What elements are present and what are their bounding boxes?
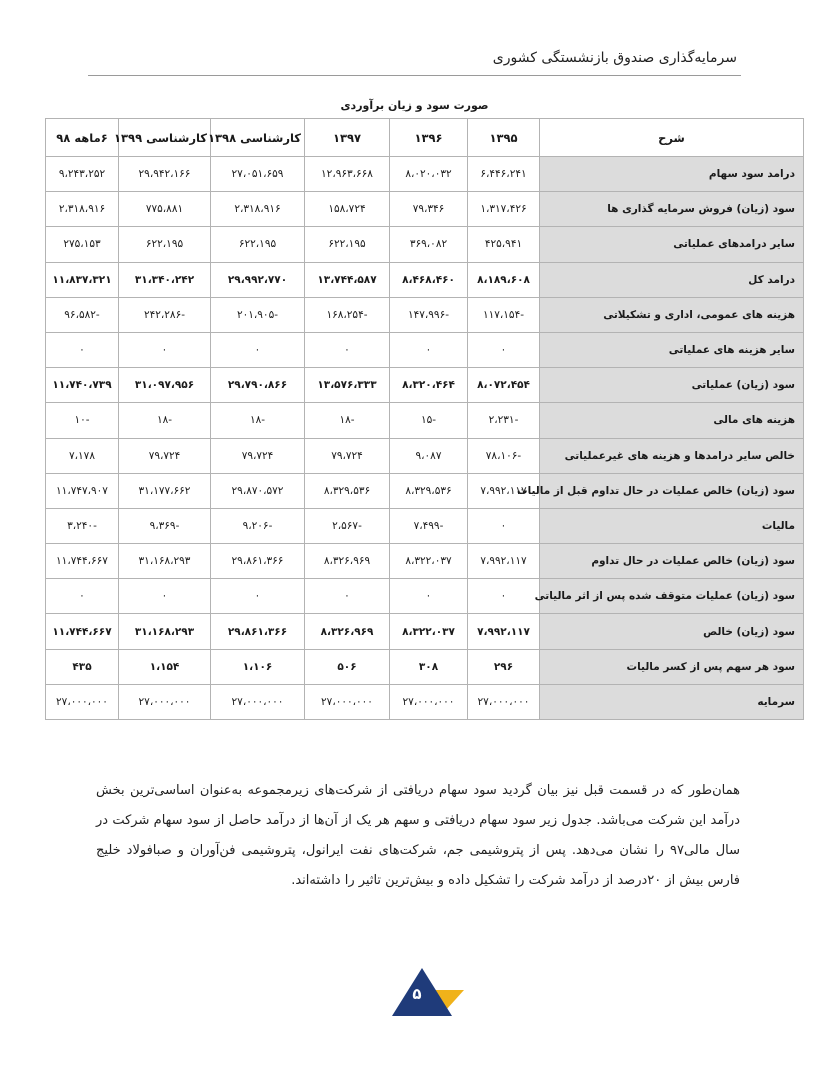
- value-cell: ۱،۱۵۴: [119, 649, 211, 684]
- value-cell: -۱۸: [305, 403, 390, 438]
- value-cell: ۷،۹۹۲،۱۱۷: [468, 614, 540, 649]
- value-cell: ۱۱،۷۴۰،۷۳۹: [46, 368, 119, 403]
- value-cell: ۸،۳۲۶،۹۶۹: [305, 614, 390, 649]
- value-cell: ۱۳،۵۷۶،۳۳۳: [305, 368, 390, 403]
- table-row: [46, 684, 804, 719]
- column-header: کارشناسی ۱۳۹۹: [119, 119, 211, 157]
- row-label: سود (زیان) عملیاتی: [540, 368, 804, 403]
- column-header: ۱۳۹۷: [305, 119, 390, 157]
- value-cell: ۱۲،۹۶۳،۶۶۸: [305, 157, 390, 192]
- value-cell: ۹،۲۴۳،۲۵۲: [46, 157, 119, 192]
- value-cell: ۴۲۵،۹۴۱: [468, 227, 540, 262]
- value-cell: ۲۹،۸۶۱،۳۶۶: [211, 544, 305, 579]
- value-cell: ۷۷۵،۸۸۱: [119, 192, 211, 227]
- row-label: هزینه های عمومی، اداری و تشکیلاتی: [540, 297, 804, 332]
- row-label: سایر هزینه های عملیاتی: [540, 332, 804, 367]
- page-number: ۵: [412, 985, 422, 1003]
- value-cell: ۲۷،۰۰۰،۰۰۰: [211, 684, 305, 719]
- header-divider: [88, 75, 741, 76]
- value-cell: ۲،۳۱۸،۹۱۶: [211, 192, 305, 227]
- row-label: خالص سایر درامدها و هزینه های غیرعملیاتی: [540, 438, 804, 473]
- value-cell: ۲۹،۷۹۰،۸۶۶: [211, 368, 305, 403]
- column-header: ۱۳۹۵: [468, 119, 540, 157]
- value-cell: ۱۳،۷۴۴،۵۸۷: [305, 262, 390, 297]
- table-row: [46, 473, 804, 508]
- value-cell: ۸،۳۲۶،۹۶۹: [305, 544, 390, 579]
- value-cell: ۷۹،۷۲۴: [119, 438, 211, 473]
- value-cell: -۹،۳۶۹: [119, 508, 211, 543]
- value-cell: ۲۹۶: [468, 649, 540, 684]
- value-cell: ۴۳۵: [46, 649, 119, 684]
- value-cell: ۳۱،۱۶۸،۲۹۳: [119, 544, 211, 579]
- row-label: درامد کل: [540, 262, 804, 297]
- value-cell: -۲،۵۶۷: [305, 508, 390, 543]
- header-row: [46, 119, 804, 157]
- value-cell: ۷،۹۹۲،۱۱۷: [468, 473, 540, 508]
- value-cell: ۶،۴۴۶،۲۴۱: [468, 157, 540, 192]
- column-header: کارشناسی ۱۳۹۸: [211, 119, 305, 157]
- value-cell: ۲۹،۹۹۲،۷۷۰: [211, 262, 305, 297]
- row-label: سود هر سهم پس از کسر مالیات: [540, 649, 804, 684]
- value-cell: ۸،۳۲۲،۰۳۷: [390, 544, 468, 579]
- table-caption: صورت سود و زیان برآوردی: [340, 99, 489, 112]
- table-row: [46, 227, 804, 262]
- value-cell: ۰: [46, 579, 119, 614]
- value-cell: ۲۷،۰۰۰،۰۰۰: [468, 684, 540, 719]
- value-cell: ۱۱،۸۳۷،۳۲۱: [46, 262, 119, 297]
- value-cell: ۰: [211, 332, 305, 367]
- table-row: [46, 403, 804, 438]
- table-row: [46, 508, 804, 543]
- value-cell: ۱۵۸،۷۲۴: [305, 192, 390, 227]
- value-cell: ۵۰۶: [305, 649, 390, 684]
- value-cell: ۶۲۲،۱۹۵: [119, 227, 211, 262]
- value-cell: ۸،۳۲۰،۴۶۴: [390, 368, 468, 403]
- value-cell: ۳۶۹،۰۸۲: [390, 227, 468, 262]
- value-cell: ۰: [211, 579, 305, 614]
- table-header: [46, 119, 804, 157]
- column-header-description: شرح: [540, 119, 804, 157]
- table-row: [46, 544, 804, 579]
- value-cell: -۱۵: [390, 403, 468, 438]
- value-cell: ۸،۰۲۰،۰۳۲: [390, 157, 468, 192]
- value-cell: ۸،۱۸۹،۶۰۸: [468, 262, 540, 297]
- table-row: [46, 368, 804, 403]
- value-cell: ۷۹،۷۲۴: [211, 438, 305, 473]
- value-cell: ۱۱،۷۴۷،۹۰۷: [46, 473, 119, 508]
- value-cell: ۶۲۲،۱۹۵: [211, 227, 305, 262]
- value-cell: ۳۱،۱۶۸،۲۹۳: [119, 614, 211, 649]
- value-cell: ۲۷،۰۰۰،۰۰۰: [46, 684, 119, 719]
- row-label: سود (زیان) خالص عملیات در حال تداوم قبل از مالیات: [540, 473, 804, 508]
- row-label: سود (زیان) خالص عملیات در حال تداوم: [540, 544, 804, 579]
- value-cell: ۰: [468, 579, 540, 614]
- value-cell: ۲۷،۰۰۰،۰۰۰: [305, 684, 390, 719]
- table-row: [46, 649, 804, 684]
- table-row: [46, 438, 804, 473]
- value-cell: ۱۱،۷۴۴،۶۶۷: [46, 614, 119, 649]
- value-cell: ۰: [119, 579, 211, 614]
- table-row: [46, 614, 804, 649]
- value-cell: ۲۷،۰۰۰،۰۰۰: [390, 684, 468, 719]
- value-cell: ۰: [305, 332, 390, 367]
- row-label: درامد سود سهام: [540, 157, 804, 192]
- value-cell: ۲۷،۰۰۰،۰۰۰: [119, 684, 211, 719]
- value-cell: ۰: [390, 332, 468, 367]
- value-cell: ۰: [46, 332, 119, 367]
- value-cell: -۲۰۱،۹۰۵: [211, 297, 305, 332]
- value-cell: -۹۶،۵۸۲: [46, 297, 119, 332]
- value-cell: ۸،۳۲۹،۵۳۶: [390, 473, 468, 508]
- value-cell: -۲،۲۳۱: [468, 403, 540, 438]
- income-statement-table: [45, 118, 804, 720]
- value-cell: -۱۶۸،۲۵۴: [305, 297, 390, 332]
- row-label: سرمایه: [540, 684, 804, 719]
- value-cell: -۷۸،۱۰۶: [468, 438, 540, 473]
- value-cell: ۱۱،۷۴۴،۶۶۷: [46, 544, 119, 579]
- header-title: سرمایه‌گذاری صندوق بازنشستگی کشوری: [492, 50, 737, 66]
- value-cell: -۳،۲۴۰: [46, 508, 119, 543]
- table-body: [46, 157, 804, 720]
- value-cell: ۷۹،۳۴۶: [390, 192, 468, 227]
- value-cell: ۷،۱۷۸: [46, 438, 119, 473]
- value-cell: -۷،۴۹۹: [390, 508, 468, 543]
- value-cell: ۰: [468, 508, 540, 543]
- value-cell: -۱۸: [211, 403, 305, 438]
- value-cell: ۲۹،۸۶۱،۳۶۶: [211, 614, 305, 649]
- row-label: هزینه های مالی: [540, 403, 804, 438]
- value-cell: -۱۴۷،۹۹۶: [390, 297, 468, 332]
- value-cell: ۷۹،۷۲۴: [305, 438, 390, 473]
- value-cell: ۳۱،۱۷۷،۶۶۲: [119, 473, 211, 508]
- value-cell: ۱،۳۱۷،۴۲۶: [468, 192, 540, 227]
- table-row: [46, 192, 804, 227]
- value-cell: ۸،۳۲۲،۰۳۷: [390, 614, 468, 649]
- value-cell: ۰: [119, 332, 211, 367]
- table-row: [46, 297, 804, 332]
- value-cell: -۲۴۲،۲۸۶: [119, 297, 211, 332]
- row-label: سود (زیان) عملیات متوقف شده پس از اثر مالیاتی: [540, 579, 804, 614]
- column-header: ۶ماهه ۹۸: [46, 119, 119, 157]
- value-cell: -۱۸: [119, 403, 211, 438]
- value-cell: ۸،۳۲۹،۵۳۶: [305, 473, 390, 508]
- row-label: سود (زیان) خالص: [540, 614, 804, 649]
- value-cell: -۱۱۷،۱۵۴: [468, 297, 540, 332]
- value-cell: ۸،۴۶۸،۴۶۰: [390, 262, 468, 297]
- value-cell: ۰: [390, 579, 468, 614]
- table-row: [46, 262, 804, 297]
- value-cell: ۲۷۵،۱۵۳: [46, 227, 119, 262]
- value-cell: ۲۷،۰۵۱،۶۵۹: [211, 157, 305, 192]
- value-cell: ۳۰۸: [390, 649, 468, 684]
- value-cell: ۲۹،۹۴۲،۱۶۶: [119, 157, 211, 192]
- row-label: سایر درامدهای عملیاتی: [540, 227, 804, 262]
- value-cell: ۰: [468, 332, 540, 367]
- row-label: مالیات: [540, 508, 804, 543]
- value-cell: ۲،۳۱۸،۹۱۶: [46, 192, 119, 227]
- value-cell: ۸،۰۷۲،۴۵۴: [468, 368, 540, 403]
- value-cell: ۷،۹۹۲،۱۱۷: [468, 544, 540, 579]
- value-cell: ۰: [305, 579, 390, 614]
- value-cell: -۹،۲۰۶: [211, 508, 305, 543]
- table-row: [46, 332, 804, 367]
- column-header: ۱۳۹۶: [390, 119, 468, 157]
- value-cell: ۹،۰۸۷: [390, 438, 468, 473]
- table-row: [46, 579, 804, 614]
- value-cell: ۶۲۲،۱۹۵: [305, 227, 390, 262]
- table-row: [46, 157, 804, 192]
- body-paragraph: همان‌طور که در قسمت قبل نیز بیان گردید سود سهام دریافتی از شرکت‌های زیرمجموعه به‌عنوان اساسی‌ترین بخش درآمد این شرکت می‌باشد. جدول زیر سود سهام دریافتی و سهم هر یک از آن‌ها از درآمد حاصل از سود سهام شرکت در سال مالی۹۷ را نشان می‌دهد. پس از پتروشیمی جم، شرکت‌های نفت ایرانول، پتروشیمی فن‌آوران و صبافولاد خلیج فارس بیش از ۲۰درصد از درآمد شرکت را تشکیل داده و بیش‌ترین تاثیر را داشته‌اند.: [96, 783, 740, 888]
- value-cell: ۳۱،۳۴۰،۲۴۲: [119, 262, 211, 297]
- row-label: سود (زیان) فروش سرمایه گذاری ها: [540, 192, 804, 227]
- value-cell: ۳۱،۰۹۷،۹۵۶: [119, 368, 211, 403]
- value-cell: ۱،۱۰۶: [211, 649, 305, 684]
- value-cell: -۱۰: [46, 403, 119, 438]
- value-cell: ۲۹،۸۷۰،۵۷۲: [211, 473, 305, 508]
